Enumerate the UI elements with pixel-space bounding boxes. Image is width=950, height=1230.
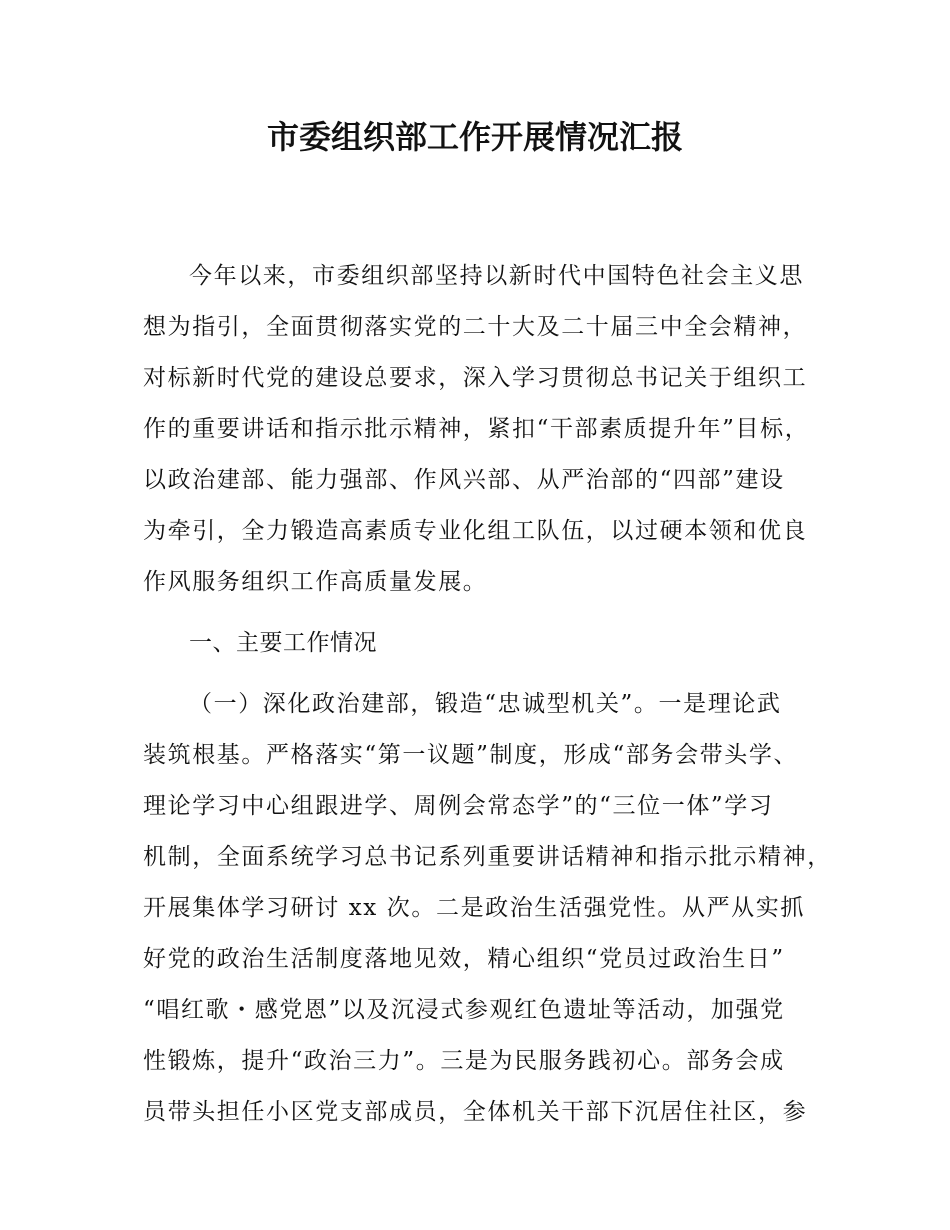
paragraph-line: 为牵引，全力锻造高素质专业化组工队伍，以过硬本领和优良: [143, 518, 808, 544]
section-heading: 一、主要工作情况: [189, 630, 377, 656]
paragraph-line: 性锻炼，提升“政治三力”。三是为民服务践初心。部务会成: [143, 1048, 785, 1074]
document-title: 市委组织部工作开展情况汇报: [266, 118, 683, 156]
paragraph-line: 作的重要讲话和指示批示精神，紧扣“干部素质提升年”目标，: [143, 416, 810, 442]
paragraph-line: 想为指引，全面贯彻落实党的二十大及二十届三中全会精神，: [143, 314, 808, 340]
paragraph-line: “唱红歌・感党恩”以及沉浸式参观红色遗址等活动，加强党: [143, 997, 785, 1023]
paragraph-line: 理论学习中心组跟进学、周例会常态学”的“三位一体”学习: [143, 793, 774, 819]
paragraph-line: 以政治建部、能力强部、作风兴部、从严治部的“四部”建设: [143, 467, 785, 493]
paragraph-line: 机制，全面系统学习总书记系列重要讲话精神和指示批示精神，: [143, 844, 832, 870]
paragraph-line: 对标新时代党的建设总要求，深入学习贯彻总书记关于组织工: [143, 365, 808, 391]
paragraph-line: 今年以来，市委组织部坚持以新时代中国特色社会主义思: [189, 263, 804, 289]
paragraph-line: 装筑根基。严格落实“第一议题”制度，形成“部务会带头学、: [143, 742, 799, 768]
paragraph-line: 员带头担任小区党支部成员，全体机关干部下沉居住社区，参: [143, 1099, 808, 1125]
paragraph-intro: [143, 251, 833, 608]
paragraph-line: （一）深化政治建部，锻造“忠诚型机关”。一是理论武: [189, 691, 782, 717]
document-body: [143, 251, 833, 1138]
paragraph-line: 好党的政治生活制度落地见效，精心组织“党员过政治生日”: [143, 946, 785, 972]
paragraph-line: 作风服务组织工作高质量发展。: [143, 569, 488, 595]
paragraph-political-building: [143, 679, 833, 1138]
paragraph-line: 开展集体学习研讨 xx 次。二是政治生活强党性。从严从实抓: [143, 895, 805, 921]
